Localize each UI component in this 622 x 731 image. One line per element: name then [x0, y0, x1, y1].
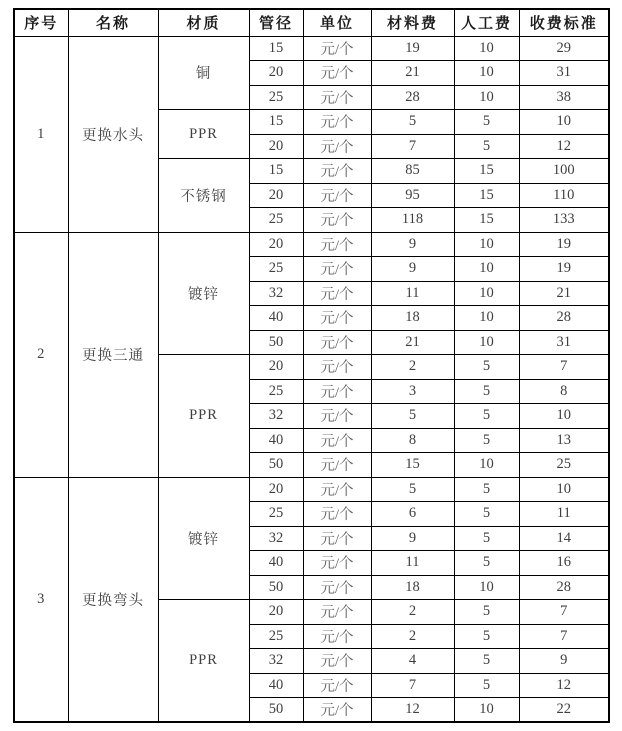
table-row: [14, 232, 609, 257]
row-number-cell: 3: [14, 477, 68, 722]
fee-standard-cell: 22: [519, 698, 609, 723]
fee-standard-cell: 9: [519, 649, 609, 674]
diameter-cell: 15: [249, 36, 303, 61]
fee-standard-cell: 19: [519, 257, 609, 282]
diameter-cell: 25: [249, 208, 303, 233]
diameter-cell: 15: [249, 110, 303, 135]
column-header-diameter: 管径: [249, 9, 303, 36]
unit-cell: 元/个: [303, 600, 371, 625]
diameter-cell: 40: [249, 306, 303, 331]
unit-cell: 元/个: [303, 134, 371, 159]
labor-fee-cell: 5: [454, 110, 519, 135]
material-fee-cell: 7: [371, 673, 454, 698]
material-fee-cell: 6: [371, 502, 454, 527]
fee-standard-cell: 13: [519, 428, 609, 453]
unit-cell: 元/个: [303, 257, 371, 282]
material-fee-cell: 21: [371, 330, 454, 355]
material-cell: 不锈钢: [158, 159, 249, 233]
labor-fee-cell: 5: [454, 624, 519, 649]
material-fee-cell: 18: [371, 575, 454, 600]
labor-fee-cell: 10: [454, 330, 519, 355]
material-fee-cell: 12: [371, 698, 454, 723]
unit-cell: 元/个: [303, 404, 371, 429]
material-cell: 铜: [158, 36, 249, 110]
unit-cell: 元/个: [303, 526, 371, 551]
diameter-cell: 32: [249, 281, 303, 306]
unit-cell: 元/个: [303, 575, 371, 600]
material-fee-cell: 95: [371, 183, 454, 208]
labor-fee-cell: 10: [454, 61, 519, 86]
unit-cell: 元/个: [303, 208, 371, 233]
material-fee-cell: 8: [371, 428, 454, 453]
labor-fee-cell: 5: [454, 502, 519, 527]
material-fee-cell: 7: [371, 134, 454, 159]
material-fee-cell: 18: [371, 306, 454, 331]
table-header: [14, 9, 609, 36]
unit-cell: 元/个: [303, 355, 371, 380]
column-header-labor-fee: 人工费: [454, 9, 519, 36]
column-header-material-fee: 材料费: [371, 9, 454, 36]
fee-standard-cell: 11: [519, 502, 609, 527]
material-fee-cell: 2: [371, 600, 454, 625]
fee-standard-cell: 12: [519, 673, 609, 698]
labor-fee-cell: 5: [454, 477, 519, 502]
diameter-cell: 20: [249, 232, 303, 257]
fee-standard-cell: 28: [519, 306, 609, 331]
labor-fee-cell: 15: [454, 159, 519, 184]
material-cell: 镀锌: [158, 232, 249, 355]
material-cell: PPR: [158, 110, 249, 159]
fee-standard-cell: 133: [519, 208, 609, 233]
unit-cell: 元/个: [303, 281, 371, 306]
material-fee-cell: 15: [371, 453, 454, 478]
fee-standard-cell: 10: [519, 404, 609, 429]
table-row: [14, 477, 609, 502]
labor-fee-cell: 5: [454, 404, 519, 429]
row-number-cell: 1: [14, 36, 68, 232]
unit-cell: 元/个: [303, 36, 371, 61]
material-fee-cell: 21: [371, 61, 454, 86]
item-name-cell: 更换水头: [68, 36, 158, 232]
unit-cell: 元/个: [303, 330, 371, 355]
fee-standard-cell: 110: [519, 183, 609, 208]
column-header-fee-standard: 收费标准: [519, 9, 609, 36]
material-fee-cell: 4: [371, 649, 454, 674]
labor-fee-cell: 15: [454, 183, 519, 208]
fee-standard-cell: 28: [519, 575, 609, 600]
fee-standard-cell: 19: [519, 232, 609, 257]
table-body: [14, 36, 609, 722]
diameter-cell: 25: [249, 502, 303, 527]
diameter-cell: 40: [249, 673, 303, 698]
labor-fee-cell: 5: [454, 379, 519, 404]
fee-standard-cell: 10: [519, 477, 609, 502]
table-row: [14, 36, 609, 61]
labor-fee-cell: 5: [454, 600, 519, 625]
unit-cell: 元/个: [303, 85, 371, 110]
diameter-cell: 25: [249, 624, 303, 649]
material-fee-cell: 9: [371, 232, 454, 257]
column-header-unit: 单位: [303, 9, 371, 36]
diameter-cell: 15: [249, 159, 303, 184]
column-header-name: 名称: [68, 9, 158, 36]
material-fee-cell: 11: [371, 281, 454, 306]
unit-cell: 元/个: [303, 183, 371, 208]
labor-fee-cell: 10: [454, 85, 519, 110]
fee-standard-cell: 100: [519, 159, 609, 184]
unit-cell: 元/个: [303, 110, 371, 135]
material-fee-cell: 9: [371, 257, 454, 282]
labor-fee-cell: 10: [454, 257, 519, 282]
unit-cell: 元/个: [303, 551, 371, 576]
material-cell: PPR: [158, 355, 249, 478]
unit-cell: 元/个: [303, 159, 371, 184]
diameter-cell: 40: [249, 551, 303, 576]
diameter-cell: 20: [249, 600, 303, 625]
material-fee-cell: 118: [371, 208, 454, 233]
unit-cell: 元/个: [303, 698, 371, 723]
fee-standard-cell: 21: [519, 281, 609, 306]
fee-standard-cell: 31: [519, 61, 609, 86]
labor-fee-cell: 5: [454, 428, 519, 453]
column-header-number: 序号: [14, 9, 68, 36]
fee-standard-cell: 10: [519, 110, 609, 135]
unit-cell: 元/个: [303, 673, 371, 698]
material-fee-cell: 9: [371, 526, 454, 551]
unit-cell: 元/个: [303, 453, 371, 478]
diameter-cell: 20: [249, 183, 303, 208]
diameter-cell: 20: [249, 61, 303, 86]
labor-fee-cell: 15: [454, 208, 519, 233]
fee-standard-cell: 38: [519, 85, 609, 110]
header-row: [14, 9, 609, 36]
unit-cell: 元/个: [303, 649, 371, 674]
diameter-cell: 50: [249, 575, 303, 600]
item-name-cell: 更换弯头: [68, 477, 158, 722]
labor-fee-cell: 5: [454, 526, 519, 551]
labor-fee-cell: 5: [454, 134, 519, 159]
fee-standard-cell: 25: [519, 453, 609, 478]
material-fee-cell: 5: [371, 110, 454, 135]
labor-fee-cell: 10: [454, 36, 519, 61]
material-fee-cell: 85: [371, 159, 454, 184]
labor-fee-cell: 10: [454, 575, 519, 600]
unit-cell: 元/个: [303, 428, 371, 453]
unit-cell: 元/个: [303, 306, 371, 331]
diameter-cell: 50: [249, 698, 303, 723]
column-header-material: 材质: [158, 9, 249, 36]
unit-cell: 元/个: [303, 61, 371, 86]
fee-standard-cell: 31: [519, 330, 609, 355]
material-fee-cell: 3: [371, 379, 454, 404]
labor-fee-cell: 5: [454, 649, 519, 674]
unit-cell: 元/个: [303, 232, 371, 257]
plumbing-fee-table: [13, 8, 610, 723]
labor-fee-cell: 10: [454, 698, 519, 723]
labor-fee-cell: 5: [454, 673, 519, 698]
unit-cell: 元/个: [303, 379, 371, 404]
diameter-cell: 25: [249, 85, 303, 110]
material-cell: 镀锌: [158, 477, 249, 600]
material-fee-cell: 5: [371, 477, 454, 502]
diameter-cell: 40: [249, 428, 303, 453]
fee-standard-cell: 7: [519, 600, 609, 625]
material-fee-cell: 5: [371, 404, 454, 429]
fee-standard-cell: 16: [519, 551, 609, 576]
labor-fee-cell: 10: [454, 453, 519, 478]
labor-fee-cell: 10: [454, 232, 519, 257]
unit-cell: 元/个: [303, 502, 371, 527]
diameter-cell: 25: [249, 257, 303, 282]
diameter-cell: 50: [249, 453, 303, 478]
row-number-cell: 2: [14, 232, 68, 477]
diameter-cell: 25: [249, 379, 303, 404]
fee-standard-cell: 14: [519, 526, 609, 551]
diameter-cell: 20: [249, 134, 303, 159]
diameter-cell: 32: [249, 404, 303, 429]
material-fee-cell: 19: [371, 36, 454, 61]
fee-standard-cell: 7: [519, 624, 609, 649]
labor-fee-cell: 5: [454, 551, 519, 576]
diameter-cell: 50: [249, 330, 303, 355]
labor-fee-cell: 10: [454, 281, 519, 306]
diameter-cell: 20: [249, 355, 303, 380]
material-fee-cell: 2: [371, 355, 454, 380]
fee-standard-cell: 29: [519, 36, 609, 61]
labor-fee-cell: 10: [454, 306, 519, 331]
fee-standard-cell: 7: [519, 355, 609, 380]
diameter-cell: 20: [249, 477, 303, 502]
material-cell: PPR: [158, 600, 249, 723]
diameter-cell: 32: [249, 649, 303, 674]
diameter-cell: 32: [249, 526, 303, 551]
material-fee-cell: 2: [371, 624, 454, 649]
material-fee-cell: 28: [371, 85, 454, 110]
fee-standard-cell: 8: [519, 379, 609, 404]
unit-cell: 元/个: [303, 477, 371, 502]
labor-fee-cell: 5: [454, 355, 519, 380]
fee-standard-cell: 12: [519, 134, 609, 159]
unit-cell: 元/个: [303, 624, 371, 649]
item-name-cell: 更换三通: [68, 232, 158, 477]
material-fee-cell: 11: [371, 551, 454, 576]
